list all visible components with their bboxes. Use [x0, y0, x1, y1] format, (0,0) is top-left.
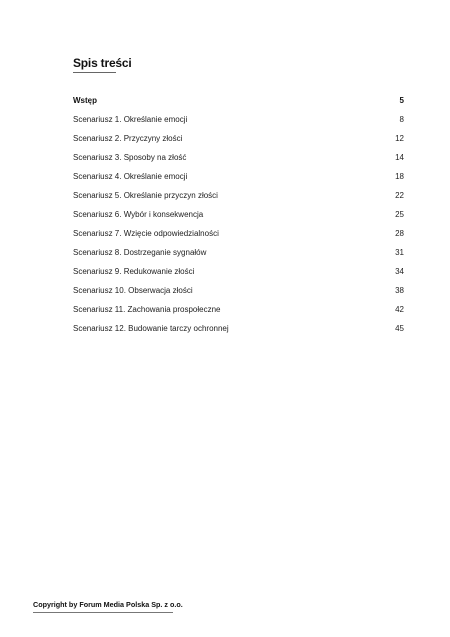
toc-entry-scenariusz-9[interactable]	[73, 262, 404, 281]
toc-entry-label: Wstęp	[73, 96, 97, 105]
toc-entry-page: 5	[399, 96, 404, 105]
toc-entry-scenariusz-2[interactable]	[73, 129, 404, 148]
table-of-contents	[73, 91, 404, 338]
toc-entry-page: 45	[395, 324, 404, 333]
toc-entry-page: 25	[395, 210, 404, 219]
toc-entry-page: 38	[395, 286, 404, 295]
toc-entry-scenariusz-4[interactable]	[73, 167, 404, 186]
copyright-footer: Copyright by Forum Media Polska Sp. z o.o.	[33, 600, 183, 609]
toc-entry-label: Scenariusz 2. Przyczyny złości	[73, 134, 183, 143]
toc-entry-label: Scenariusz 1. Określanie emocji	[73, 115, 188, 124]
toc-entry-scenariusz-10[interactable]	[73, 281, 404, 300]
toc-entry-scenariusz-5[interactable]	[73, 186, 404, 205]
toc-entry-label: Scenariusz 6. Wybór i konsekwencja	[73, 210, 204, 219]
toc-entry-page: 28	[395, 229, 404, 238]
toc-entry-label: Scenariusz 5. Określanie przyczyn złości	[73, 191, 218, 200]
toc-entry-scenariusz-3[interactable]	[73, 148, 404, 167]
toc-entry-page: 12	[395, 134, 404, 143]
toc-entry-page: 22	[395, 191, 404, 200]
toc-entry-scenariusz-7[interactable]	[73, 224, 404, 243]
toc-entry-page: 31	[395, 248, 404, 257]
footer-underline	[33, 612, 173, 613]
toc-entry-page: 42	[395, 305, 404, 314]
toc-entry-label: Scenariusz 11. Zachowania prospołeczne	[73, 305, 221, 314]
toc-entry-label: Scenariusz 3. Sposoby na złość	[73, 153, 187, 162]
toc-entry-scenariusz-1[interactable]	[73, 110, 404, 129]
toc-entry-label: Scenariusz 4. Określanie emocji	[73, 172, 188, 181]
toc-entry-wstep[interactable]	[73, 91, 404, 110]
toc-entry-scenariusz-6[interactable]	[73, 205, 404, 224]
toc-title-underline	[73, 72, 116, 73]
toc-entry-label: Scenariusz 8. Dostrzeganie sygnałów	[73, 248, 207, 257]
toc-entry-page: 18	[395, 172, 404, 181]
toc-entry-scenariusz-8[interactable]	[73, 243, 404, 262]
toc-entry-label: Scenariusz 10. Obserwacja złości	[73, 286, 193, 295]
toc-entry-page: 8	[399, 115, 404, 124]
toc-entry-page: 14	[395, 153, 404, 162]
toc-entry-label: Scenariusz 12. Budowanie tarczy ochronnej	[73, 324, 229, 333]
toc-entry-label: Scenariusz 7. Wzięcie odpowiedzialności	[73, 229, 219, 238]
toc-entry-scenariusz-12[interactable]	[73, 319, 404, 338]
toc-entry-page: 34	[395, 267, 404, 276]
toc-entry-scenariusz-11[interactable]	[73, 300, 404, 319]
toc-title: Spis treści	[73, 56, 132, 70]
toc-entry-label: Scenariusz 9. Redukowanie złości	[73, 267, 195, 276]
